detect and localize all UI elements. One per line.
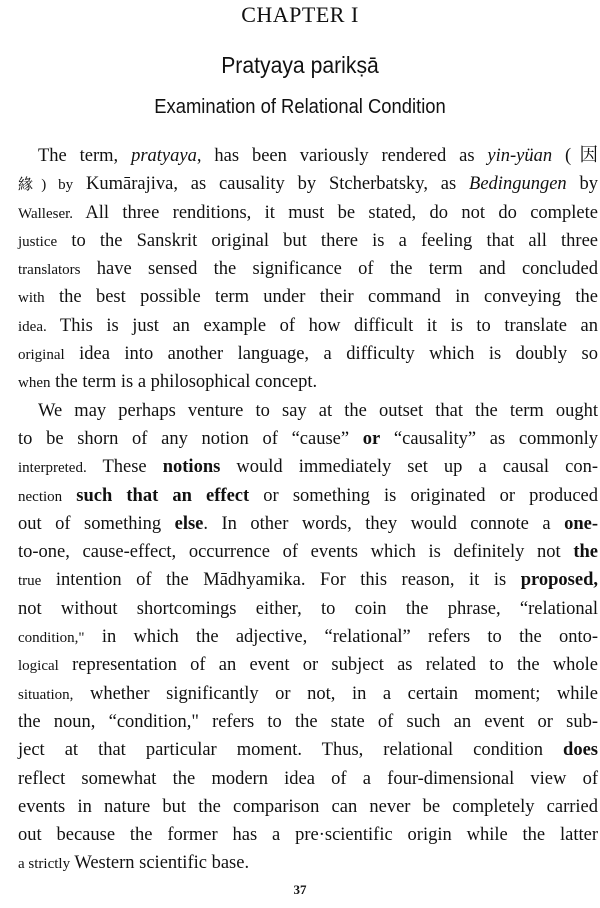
text-segment: interpreted.	[18, 460, 87, 477]
text-segment: This is just an example of how difficult it is to translate an	[46, 315, 598, 336]
text-segment: intention of the Mādhyamika. For this reason, it is	[41, 570, 521, 591]
text-segment: the term is a philosophical concept.	[50, 372, 318, 393]
text-segment: true	[18, 573, 42, 590]
text-segment: to the Sanskrit original but there is a feeling that all three	[57, 230, 598, 251]
text-line	[18, 425, 598, 453]
text-segment: whether significantly or not, in a certain moment; while	[73, 683, 598, 704]
text-segment: such that an effect	[76, 485, 250, 506]
text-segment: would immediately set up a causal con-	[220, 457, 598, 478]
text-segment: Bedingungen	[469, 174, 567, 195]
text-segment: to-one, cause-effect, occurrence of events which is definitely not	[18, 542, 574, 563]
text-segment: else	[174, 513, 204, 534]
text-segment: , has been variously rendered as	[196, 146, 488, 166]
text-segment: not without shortcomings either, to coin the phrase, “relational	[18, 598, 598, 619]
text-line	[18, 821, 598, 849]
text-line	[18, 397, 598, 425]
text-line	[18, 199, 598, 227]
text-line	[18, 793, 598, 821]
text-segment: We may perhaps venture to say at the outset that the term ought	[38, 400, 598, 421]
text-line	[18, 227, 598, 255]
text-line	[18, 566, 598, 594]
text-segment: yin-yüan	[487, 146, 553, 166]
text-line	[18, 595, 598, 623]
text-line	[18, 170, 598, 198]
text-line	[18, 283, 598, 311]
text-segment: or	[362, 428, 381, 449]
text-line	[18, 255, 598, 283]
text-segment: out because the former has a pre·scientific origin while the latter	[18, 825, 598, 846]
text-line	[18, 142, 598, 170]
text-segment: have sensed the significance of the term and concluded	[80, 259, 598, 280]
text-segment: pratyaya	[131, 146, 197, 166]
text-line	[18, 708, 598, 736]
text-line	[18, 623, 598, 651]
text-segment: “causality” as commonly	[380, 428, 599, 449]
text-segment: situation,	[18, 686, 74, 703]
text-segment: The term,	[38, 146, 132, 166]
text-segment: the best possible term under their command in conveying the	[44, 287, 598, 308]
text-segment: or something is originated or produced	[249, 485, 598, 506]
text-segment: nection	[18, 488, 63, 505]
text-line	[18, 651, 598, 679]
text-segment: a strictly	[18, 856, 71, 873]
text-line	[18, 765, 598, 793]
text-segment: original	[18, 347, 65, 364]
body-text	[18, 142, 598, 878]
text-segment: Kumārajiva, as causality by Stcherbatsky, as	[73, 174, 470, 195]
text-segment: idea.	[18, 318, 47, 335]
text-line	[18, 680, 598, 708]
text-segment: one-	[564, 513, 598, 534]
text-segment: does	[563, 740, 598, 761]
text-line	[18, 368, 598, 396]
text-line	[18, 736, 598, 764]
page-number: 37	[293, 882, 307, 897]
text-segment: reflect somewhat the modern idea of a four-dimensional view of	[18, 768, 598, 789]
text-segment: the noun, “condition," refers to the state of such an event or sub-	[18, 711, 598, 732]
text-segment: ject at that particular moment. Thus, relational condition	[18, 740, 564, 761]
text-segment: These	[86, 457, 163, 478]
text-line	[18, 453, 598, 481]
text-segment: representation of an event or subject as related to the whole	[58, 655, 598, 676]
text-line	[18, 510, 598, 538]
text-segment: All three renditions, it must be stated, do not do complete	[73, 202, 598, 223]
text-segment: out of something	[18, 513, 175, 534]
chapter-subtitle: Examination of Relational Condition	[154, 96, 446, 118]
text-line	[18, 538, 598, 566]
text-segment: idea into another language, a difficulty which is doubly so	[64, 344, 598, 365]
chapter-heading: CHAPTER I	[241, 2, 359, 27]
text-segment: translators	[18, 262, 81, 279]
text-segment: 緣) by	[18, 177, 74, 194]
text-segment: notions	[162, 457, 221, 478]
chapter-title: Pratyaya parikṣā	[221, 52, 379, 78]
text-segment: (因	[552, 146, 598, 166]
text-segment: logical	[18, 658, 59, 675]
text-segment: events in nature but the comparison can never be completely carried	[18, 796, 598, 817]
text-segment: justice	[18, 233, 58, 250]
text-segment	[62, 486, 76, 506]
text-segment: when	[18, 375, 51, 392]
text-segment: . In other words, they would connote a	[203, 513, 565, 534]
text-segment: the	[573, 542, 598, 563]
text-segment: Walleser.	[18, 205, 74, 222]
text-segment: in which the adjective, “relational” refers to the onto-	[84, 627, 598, 648]
text-line	[18, 849, 598, 877]
text-line	[18, 312, 598, 340]
text-segment: proposed,	[520, 570, 598, 591]
text-segment: with	[18, 290, 45, 307]
text-line	[18, 340, 598, 368]
text-segment: by	[566, 174, 599, 195]
text-line	[18, 482, 598, 510]
text-segment: Western scientific base.	[70, 853, 250, 874]
text-segment: condition,"	[18, 630, 85, 647]
text-segment: to be shorn of any notion of “cause”	[18, 428, 363, 449]
